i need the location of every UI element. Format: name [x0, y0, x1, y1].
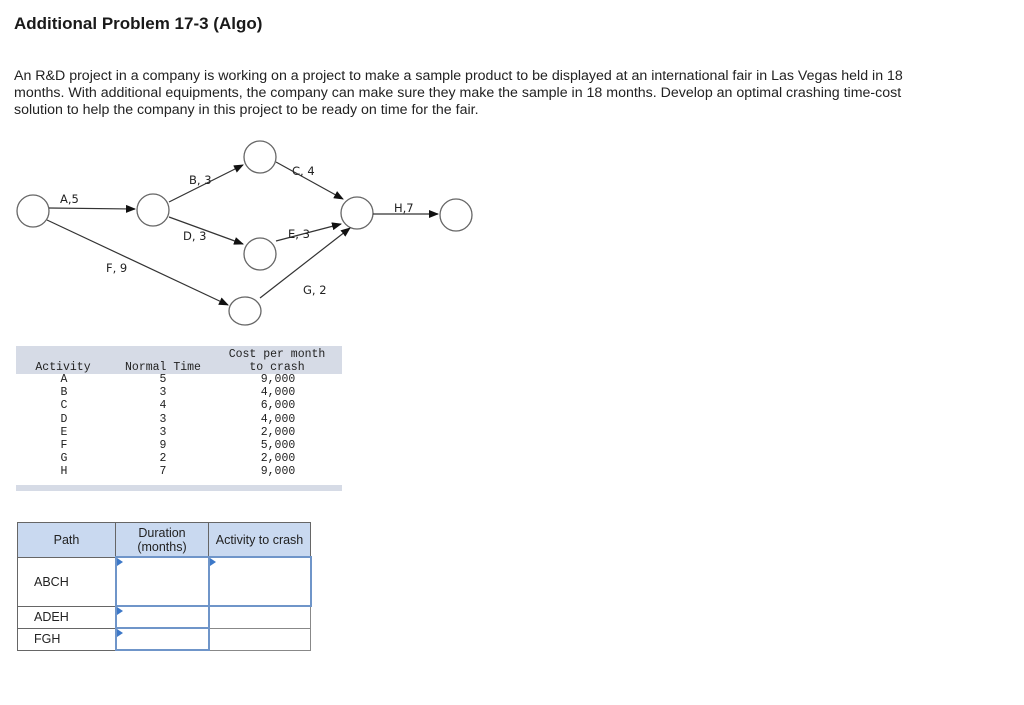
edge-label-e: E, 3 — [288, 227, 310, 241]
network-node — [244, 238, 276, 270]
header-duration — [116, 523, 209, 558]
problem-description: An R&D project in a company is working on a project to make a sample product to be displayed at an international fair in Las Vegas held in 18 months. With additional equipments, the company can make sure they make the sample in 18 months. Develop an optimal crashing time-cost solution to help the company in this project to be ready on time for the fair. — [14, 68, 903, 118]
cost-cell: 5,000 — [260, 439, 296, 453]
cost-cell: 6,000 — [260, 399, 296, 413]
activity-cell: G — [60, 452, 68, 466]
normal-time-cell: 2 — [159, 452, 167, 466]
activity-cell: F — [60, 439, 68, 453]
activity-input-abch[interactable] — [210, 558, 310, 605]
duration-input-cell[interactable] — [116, 628, 209, 650]
path-cell: ADEH — [18, 606, 116, 628]
crashing-path-table — [17, 522, 312, 651]
network-node — [229, 297, 261, 325]
network-node — [244, 141, 276, 173]
activity-column — [56, 373, 72, 479]
path-cell: ABCH — [18, 557, 116, 606]
header-activity: Activity — [35, 361, 91, 374]
network-node — [17, 195, 49, 227]
normal-time-cell: 3 — [159, 425, 167, 439]
header-cost-line1: Cost per month — [228, 348, 326, 361]
cost-column — [252, 373, 304, 479]
header-normal-time: Normal Time — [125, 361, 201, 374]
edge-label-g: G, 2 — [303, 283, 327, 297]
activity-blank-cell — [209, 606, 311, 628]
edge-label-f: F, 9 — [106, 261, 128, 275]
edge-a-arrow — [49, 208, 135, 209]
cost-cell: 2,000 — [260, 425, 296, 439]
activity-input-cell[interactable] — [209, 557, 311, 606]
header-duration-line2: (months) — [137, 539, 187, 554]
table-footer-band — [16, 485, 342, 491]
activity-cell: B — [60, 386, 68, 400]
cost-cell: 4,000 — [260, 386, 296, 400]
duration-input-abch[interactable] — [117, 558, 208, 605]
table-row — [18, 628, 311, 650]
project-network-diagram — [0, 0, 1024, 340]
network-node — [440, 199, 472, 231]
activity-data-table — [16, 346, 342, 492]
header-duration-line1: Duration — [138, 525, 186, 540]
network-node — [341, 197, 373, 229]
activity-cell: C — [60, 399, 68, 413]
duration-input-fgh[interactable] — [117, 629, 208, 649]
page-title: Additional Problem 17-3 (Algo) — [14, 14, 263, 33]
cost-cell: 2,000 — [260, 452, 296, 466]
edge-label-h: H,7 — [394, 201, 414, 215]
path-cell: FGH — [18, 628, 116, 650]
header-path: Path — [18, 523, 116, 558]
normal-time-cell: 7 — [159, 465, 167, 479]
table-row — [18, 557, 311, 606]
normal-time-column — [155, 373, 171, 479]
activity-blank-cell — [209, 628, 311, 650]
table-row — [18, 606, 311, 628]
normal-time-cell: 9 — [159, 439, 167, 453]
header-cost-line2: to crash — [249, 361, 305, 374]
duration-input-adeh[interactable] — [117, 607, 208, 627]
header-activity-to-crash: Activity to crash — [209, 523, 311, 558]
edge-label-d: D, 3 — [183, 229, 207, 243]
edge-label-b: B, 3 — [189, 173, 212, 187]
normal-time-cell: 5 — [159, 373, 167, 386]
activity-cell: D — [60, 412, 68, 426]
duration-input-cell[interactable] — [116, 557, 209, 606]
duration-input-cell[interactable] — [116, 606, 209, 628]
network-node — [137, 194, 169, 226]
normal-time-cell: 3 — [159, 386, 167, 400]
cost-cell: 9,000 — [260, 373, 296, 386]
cost-cell: 9,000 — [260, 465, 296, 479]
activity-cell: H — [60, 465, 68, 479]
activity-cell: A — [60, 373, 68, 386]
normal-time-cell: 4 — [159, 399, 167, 413]
edge-label-a: A,5 — [60, 192, 79, 206]
normal-time-cell: 3 — [159, 412, 167, 426]
activity-cell: E — [60, 425, 68, 439]
edge-label-c: C, 4 — [292, 164, 315, 178]
cost-cell: 4,000 — [260, 412, 296, 426]
